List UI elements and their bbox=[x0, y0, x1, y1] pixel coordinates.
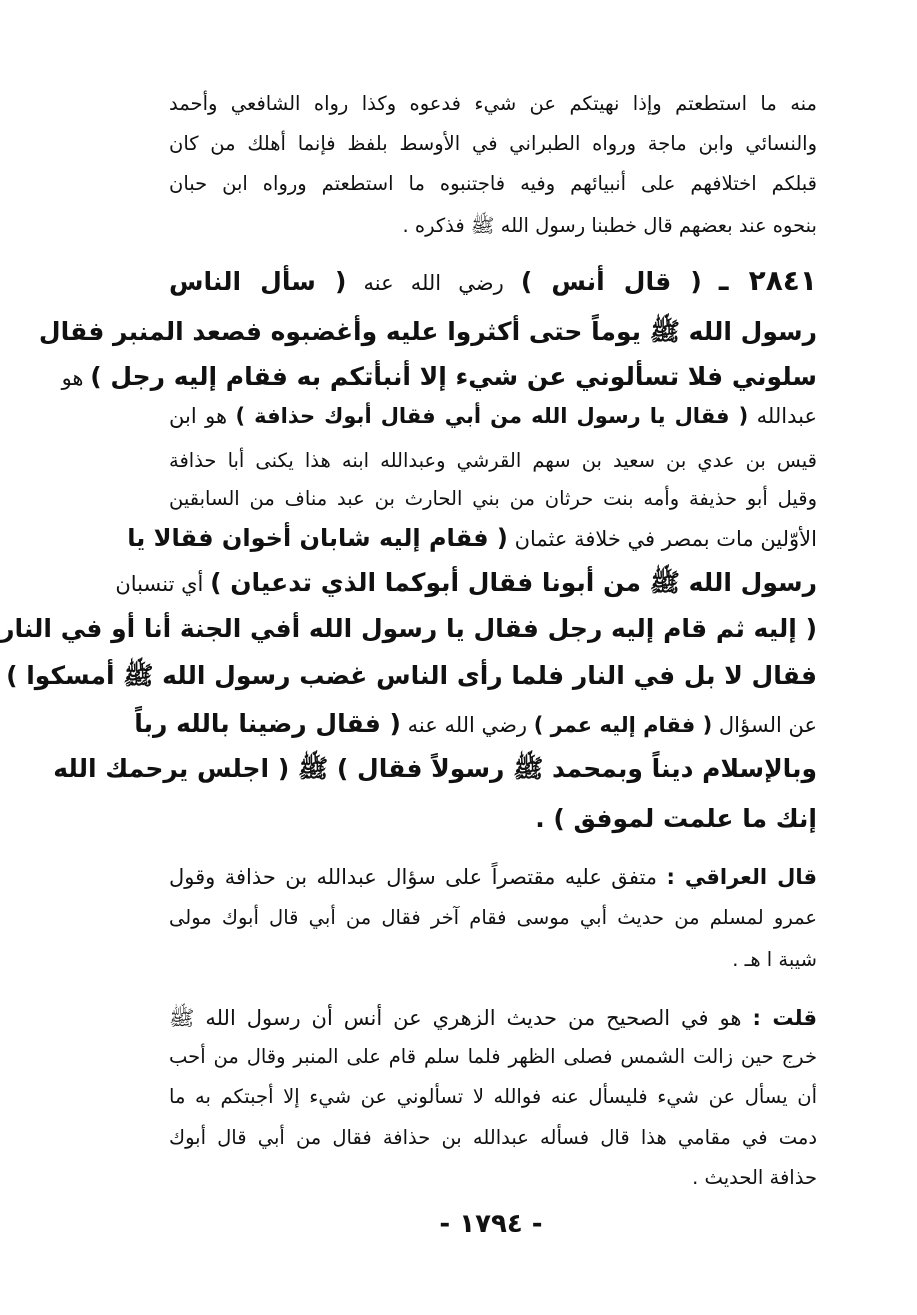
hadith-line: إنك ما علمت لموفق ) . bbox=[535, 804, 817, 833]
commentary-text: عن السؤال bbox=[718, 713, 817, 737]
commentary-text: رضي الله عنه bbox=[407, 713, 528, 737]
page-number: - ١٧٩٤ - bbox=[439, 1209, 543, 1239]
commentary-text: أي تنسبان bbox=[115, 572, 204, 596]
hadith-line bbox=[115, 560, 817, 606]
hadith-line bbox=[169, 393, 817, 439]
hadith-line bbox=[169, 258, 817, 304]
hadith-line: رسول الله ﷺ يوماً حتى أكثروا عليه وأغضبوه فصعد المنبر فقال bbox=[38, 317, 817, 346]
hadith-text: ( اجلس يرحمك الله bbox=[53, 754, 290, 783]
salutation-text: ﷺ bbox=[297, 754, 329, 783]
commentary-text: عبدالله bbox=[756, 404, 817, 428]
iraqi-line: عمرو لمسلم من حديث أبي موسى فقام آخر فقال من أبي قال أبوك مولى bbox=[169, 906, 817, 929]
hadith-number: ٢٨٤١ ـ bbox=[718, 264, 817, 297]
hadith-line bbox=[53, 743, 817, 795]
hadith-text: ( سأل الناس bbox=[169, 267, 347, 296]
commentary-text: هو bbox=[61, 366, 84, 390]
text-line: والنسائي وابن ماجة ورواه الطبراني في الأوسط بلفظ فإنما أهلك من كان bbox=[169, 132, 817, 155]
qultu-line: دمت في مقامي هذا قال فسأله عبدالله بن حذافة فقال من أبي قال أبوك bbox=[169, 1126, 817, 1149]
commentary-line: وقيل أبو حذيفة وأمه بنت حرثان من بني الحارث بن عبد مناف من السابقين bbox=[169, 487, 817, 510]
iraqi-line: شيبة ا هـ . bbox=[732, 948, 817, 971]
commentary-text: هو ابن bbox=[169, 404, 228, 428]
qultu-label: قلت : bbox=[752, 1006, 817, 1030]
hadith-text: ( فقال رضينا بالله رباً bbox=[134, 709, 401, 738]
iraqi-label: قال العراقي : bbox=[666, 865, 817, 889]
hadith-text: ( فقام إليه عمر ) bbox=[533, 713, 713, 737]
qultu-line bbox=[169, 995, 817, 1041]
hadith-text: ( فقال يا رسول الله من أبي فقال أبوك حذافة ) bbox=[235, 404, 749, 428]
hadith-text: رسول الله ﷺ من أبونا فقال أبوكما الذي تدعيان ) bbox=[210, 568, 817, 597]
qultu-line: أن يسأل عن شيء فليسأل عنه فوالله لا تسألوني عن شيء إلا أجبتكم به ما bbox=[169, 1085, 817, 1108]
hadith-text: سلوني فلا تسألوني عن شيء إلا أنبأتكم به فقام إليه رجل ) bbox=[90, 362, 817, 391]
commentary-text: رضي الله عنه bbox=[363, 271, 504, 295]
hadith-line: فقال لا بل في النار فلما رأى الناس غضب رسول الله ﷺ أمسكوا ) bbox=[6, 661, 817, 690]
commentary-text: متفق عليه مقتصراً على سؤال عبدالله بن حذافة وقول bbox=[169, 865, 658, 889]
qultu-line: خرج حين زالت الشمس فصلى الظهر فلما سلم قام على المنبر وقال من أحب bbox=[169, 1045, 817, 1068]
commentary-line: قيس بن عدي بن سعيد بن سهم القرشي وعبدالله ابنه هذا يكنى أبا حذافة bbox=[169, 449, 817, 472]
commentary-text: هو في الصحيح من حديث الزهري عن أنس أن رسول الله ﷺ bbox=[169, 1006, 742, 1030]
hadith-line bbox=[127, 515, 817, 561]
text-line: قبلكم اختلافهم على أنبيائهم وفيه فاجتنبوه ما استطعتم ورواه ابن حبان bbox=[169, 172, 817, 195]
qultu-line: حذافة الحديث . bbox=[692, 1166, 817, 1189]
iraqi-line bbox=[169, 854, 817, 900]
text-line: منه ما استطعتم وإذا نهيتكم عن شيء فدعوه وكذا رواه الشافعي وأحمد bbox=[169, 92, 817, 115]
hadith-text: وبالإسلام ديناً وبمحمد ﷺ رسولاً فقال ) bbox=[336, 754, 817, 783]
hadith-text: ( فقام إليه شابان أخوان فقالا يا bbox=[127, 524, 508, 552]
text-line: بنحوه عند بعضهم قال خطبنا رسول الله ﷺ فذكره . bbox=[402, 214, 817, 237]
hadith-text: ( قال أنس ) bbox=[520, 267, 702, 296]
hadith-line: ( إليه ثم قام إليه رجل فقال يا رسول الله أفي الجنة أنا أو في النار bbox=[0, 614, 817, 643]
commentary-text: الأوّلين مات بمصر في خلافة عثمان bbox=[514, 527, 817, 551]
hadith-line bbox=[134, 701, 817, 747]
